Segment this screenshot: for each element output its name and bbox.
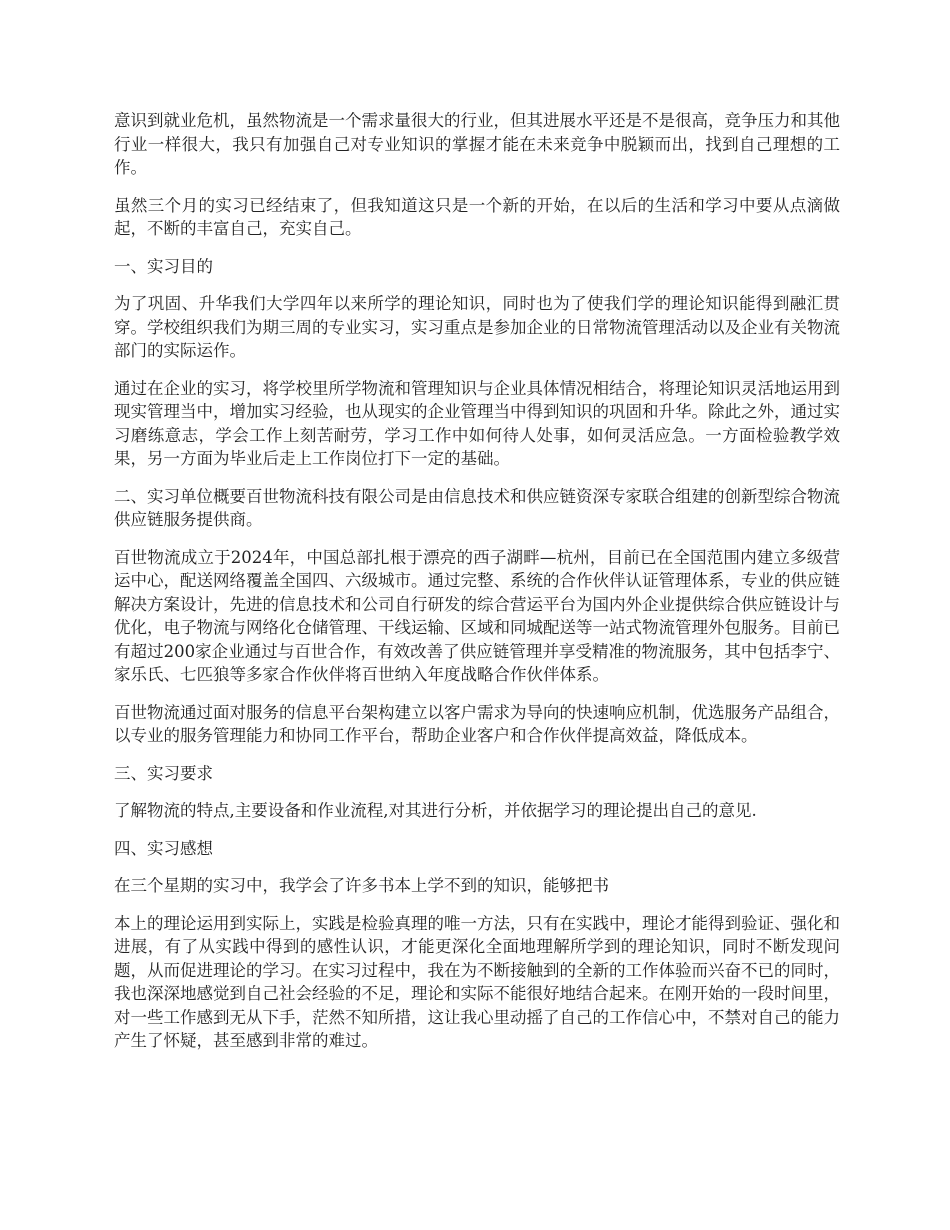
heading-internship-requirements: 三、实习要求 bbox=[114, 763, 213, 783]
heading-internship-purpose: 一、实习目的 bbox=[114, 256, 213, 276]
paragraph-requirements: 了解物流的特点,主要设备和作业流程,对其进行分析，并依据学习的理论提出自己的意见. bbox=[114, 801, 757, 820]
heading-internship-reflections: 四、实习感想 bbox=[114, 838, 213, 858]
paragraph-purpose-theory: 为了巩固、升华我们大学四年以来所学的理论知识，同时也为了使我们学的理论知识能得到融汇贯穿。学校组织我们为期三周的专业实习，实习重点是参加企业的日常物流管理活动以及企业有关物流部门的实际运作。 bbox=[114, 294, 840, 360]
paragraph-purpose-practice: 通过在企业的实习，将学校里所学物流和管理知识与企业具体情况相结合，将理论知识灵活地运用到现实管理当中，增加实习经验，也从现实的企业管理当中得到知识的巩固和升华。除此之外，通过实习磨练意志，学会工作上刻苦耐劳，学习工作中如何待人处事，如何灵活应急。一方面检验教学效果，另一方面为毕业后走上工作岗位打下一定的基础。 bbox=[114, 378, 840, 468]
paragraph-career-crisis: 意识到就业危机，虽然物流是一个需求量很大的行业，但其进展水平还是不是很高，竞争压力和其他行业一样很大，我只有加强自己对专业知识的掌握才能在未来竞争中脱颖而出，找到自己理想的工作。 bbox=[114, 111, 840, 177]
paragraph-company-history: 百世物流成立于2024年，中国总部扎根于漂亮的西子湖畔—杭州，目前已在全国范围内建立多级营运中心，配送网络覆盖全国四、六级城市。通过完整、系统的合作伙伴认证管理体系，专业的供应链解决方案设计，先进的信息技术和公司自行研发的综合营运平台为国内外企业提供综合供应链设计与优化，电子物流与网络化仓储管理、干线运输、区域和同城配送等一站式物流管理外包服务。目前已有超过200家企业通过与百世合作，有效改善了供应链管理并享受精准的物流服务，其中包括李宁、家乐氏、七匹狼等多家合作伙伴将百世纳入年度战略合作伙伴体系。 bbox=[114, 547, 840, 684]
paragraph-company-overview: 二、实习单位概要百世物流科技有限公司是由信息技术和供应链资深专家联合组建的创新型综合物流供应链服务提供商。 bbox=[114, 486, 840, 529]
document-page bbox=[114, 109, 840, 1067]
paragraph-new-start: 虽然三个月的实习已经结束了，但我知道这只是一个新的开始，在以后的生活和学习中要从点滴做起，不断的丰富自己，充实自己。 bbox=[114, 195, 840, 238]
paragraph-reflection-body: 本上的理论运用到实际上，实践是检验真理的唯一方法，只有在实践中，理论才能得到验证、强化和进展，有了从实践中得到的感性认识，才能更深化全面地理解所学到的理论知识，同时不断发现问题，从而促进理论的学习。在实习过程中，我在为不断接触到的全新的工作体验而兴奋不已的同时，我也深深地感觉到自己社会经验的不足，理论和实际不能很好地结合起来。在刚开始的一段时间里，对一些工作感到无从下手，茫然不知所措，这让我心里动摇了自己的工作信心中，不禁对自己的能力产生了怀疑，甚至感到非常的难过。 bbox=[114, 913, 840, 1050]
paragraph-company-service: 百世物流通过面对服务的信息平台架构建立以客户需求为导向的快速响应机制，优选服务产品组合，以专业的服务管理能力和协同工作平台，帮助企业客户和合作伙伴提高效益，降低成本。 bbox=[114, 702, 840, 745]
paragraph-reflection-intro: 在三个星期的实习中，我学会了许多书本上学不到的知识，能够把书 bbox=[114, 876, 609, 895]
